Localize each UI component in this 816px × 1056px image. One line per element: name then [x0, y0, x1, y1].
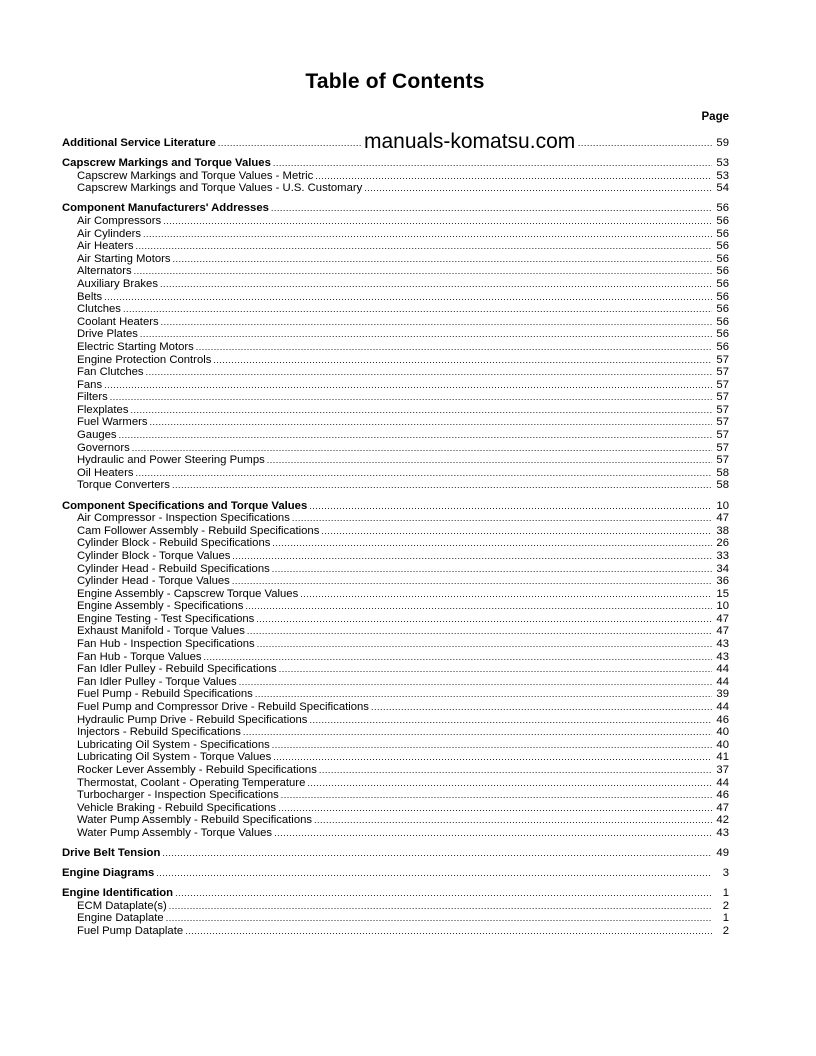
dot-leader	[321, 525, 712, 538]
toc-entry-page-number: 56	[716, 202, 729, 215]
dot-leader	[143, 228, 712, 241]
toc-entry-label: Cylinder Block - Torque Values	[77, 549, 231, 562]
toc-entry-page-number: 56	[716, 252, 729, 265]
dot-leader	[307, 777, 712, 790]
toc-entry[interactable]	[62, 563, 729, 576]
toc-entry[interactable]	[62, 625, 729, 638]
dot-leader	[119, 429, 712, 442]
toc-entry[interactable]	[62, 253, 729, 266]
dot-leader	[136, 467, 712, 480]
toc-entry-label: Engine Identification	[62, 887, 174, 900]
toc-entry-label: Drive Belt Tension	[62, 847, 161, 860]
toc-entry-label: Air Starting Motors	[77, 252, 171, 265]
dot-leader	[196, 341, 712, 354]
toc-entry-page-number: 56	[716, 340, 729, 353]
toc-entry-label: Fan Idler Pulley - Rebuild Specifications	[77, 663, 277, 676]
toc-entry[interactable]	[62, 638, 729, 651]
toc-entry-page-number: 40	[716, 738, 729, 751]
dot-leader	[272, 739, 712, 752]
toc-entry[interactable]	[62, 328, 729, 341]
toc-entry-page-number: 56	[716, 303, 729, 316]
dot-leader	[247, 625, 712, 638]
dot-leader	[175, 887, 712, 900]
toc-entry-page-number: 10	[716, 499, 729, 512]
toc-entry[interactable]	[62, 182, 729, 195]
toc-entry-label: ECM Dataplate(s)	[77, 899, 167, 912]
toc-entry-label: Clutches	[77, 303, 121, 316]
toc-entry[interactable]	[62, 467, 729, 480]
toc-entry-page-number: 43	[716, 826, 729, 839]
dot-leader	[232, 575, 712, 588]
toc-entry-page-number: 3	[722, 867, 729, 880]
table-of-contents	[62, 137, 729, 945]
toc-entry-page-number: 57	[716, 378, 729, 391]
dot-leader	[132, 442, 712, 455]
toc-entry[interactable]	[62, 379, 729, 392]
dot-leader	[271, 202, 712, 215]
dot-leader	[245, 600, 712, 613]
dot-leader	[172, 479, 712, 492]
dot-leader	[300, 588, 712, 601]
toc-entry-label: Fan Clutches	[77, 366, 144, 379]
dot-leader	[156, 867, 712, 880]
toc-entry-page-number: 56	[716, 290, 729, 303]
toc-entry-label: Fan Hub - Inspection Specifications	[77, 638, 255, 651]
toc-entry-page-number: 47	[716, 625, 729, 638]
watermark-text: manuals-komatsu.com	[364, 130, 576, 153]
toc-entry-page-number: 39	[716, 688, 729, 701]
toc-entry-page-number: 56	[716, 240, 729, 253]
toc-entry-page-number: 36	[716, 575, 729, 588]
toc-entry[interactable]	[62, 391, 729, 404]
toc-entry-label: Fan Hub - Torque Values	[77, 650, 202, 663]
toc-entry-page-number: 56	[716, 227, 729, 240]
dot-leader	[272, 563, 712, 576]
toc-entry-page-number: 2	[722, 925, 729, 938]
toc-entry-page-number: 57	[716, 366, 729, 379]
toc-section	[62, 887, 729, 937]
toc-entry-page-number: 57	[716, 416, 729, 429]
toc-entry-label: Injectors - Rebuild Specifications	[77, 726, 241, 739]
toc-entry[interactable]	[62, 416, 729, 429]
toc-entry-label: Engine Assembly - Capscrew Torque Values	[77, 587, 299, 600]
toc-entry-page-number: 57	[716, 454, 729, 467]
dot-leader	[278, 802, 712, 815]
toc-entry[interactable]	[62, 827, 729, 840]
dot-leader	[279, 663, 712, 676]
toc-section	[62, 202, 729, 492]
dot-leader	[160, 278, 712, 291]
toc-entry-label: Exhaust Manifold - Torque Values	[77, 625, 245, 638]
dot-leader	[239, 676, 712, 689]
toc-entry-label: Cylinder Head - Torque Values	[77, 575, 230, 588]
toc-entry[interactable]	[62, 751, 729, 764]
dot-leader	[274, 827, 712, 840]
toc-entry-page-number: 57	[716, 353, 729, 366]
toc-entry-page-number: 58	[716, 466, 729, 479]
toc-entry-page-number: 57	[716, 403, 729, 416]
dot-leader	[309, 714, 712, 727]
dot-leader	[104, 291, 712, 304]
toc-entry-label: Air Compressor - Inspection Specifications	[77, 512, 290, 525]
toc-entry[interactable]	[62, 575, 729, 588]
toc-entry-label: Cylinder Block - Rebuild Specifications	[77, 537, 271, 550]
toc-entry-label: Air Compressors	[77, 214, 162, 227]
dot-leader	[150, 416, 712, 429]
toc-entry[interactable]	[62, 512, 729, 525]
toc-entry[interactable]	[62, 676, 729, 689]
toc-entry-page-number: 53	[716, 169, 729, 182]
toc-entry-page-number: 33	[716, 549, 729, 562]
toc-entry[interactable]	[62, 550, 729, 563]
toc-entry-page-number: 57	[716, 441, 729, 454]
dot-leader	[255, 688, 712, 701]
toc-entry[interactable]	[62, 291, 729, 304]
dot-leader	[131, 404, 713, 417]
toc-entry-label: Governors	[77, 441, 130, 454]
toc-entry[interactable]	[62, 429, 729, 442]
toc-entry-page-number: 57	[716, 429, 729, 442]
toc-section-heading[interactable]	[62, 202, 729, 215]
toc-entry[interactable]	[62, 925, 729, 938]
toc-entry-page-number: 15	[716, 587, 729, 600]
toc-entry-page-number: 41	[716, 751, 729, 764]
toc-entry-label: Alternators	[77, 265, 132, 278]
dot-leader	[292, 512, 712, 525]
toc-entry-label: Water Pump Assembly - Rebuild Specifications	[77, 814, 313, 827]
toc-entry[interactable]	[62, 600, 729, 613]
dot-leader	[272, 537, 712, 550]
toc-entry-label: Drive Plates	[77, 328, 138, 341]
toc-entry-page-number: 10	[716, 600, 729, 613]
toc-entry-page-number: 43	[716, 650, 729, 663]
toc-entry-page-number: 56	[716, 214, 729, 227]
toc-entry-page-number: 46	[716, 713, 729, 726]
toc-entry-label: Component Manufacturers' Addresses	[62, 202, 269, 215]
toc-entry-label: Engine Assembly - Specifications	[77, 600, 244, 613]
toc-entry-label: Fuel Pump Dataplate	[77, 925, 184, 938]
toc-entry-page-number: 59	[716, 137, 729, 149]
toc-entry-page-number: 46	[716, 789, 729, 802]
toc-entry[interactable]	[62, 240, 729, 253]
dot-leader	[232, 550, 712, 563]
toc-entry[interactable]	[62, 663, 729, 676]
dot-leader	[123, 303, 712, 316]
toc-entry-page-number: 44	[716, 663, 729, 676]
toc-entry-label: Component Specifications and Torque Values	[62, 499, 308, 512]
toc-entry[interactable]	[62, 588, 729, 601]
toc-entry[interactable]	[62, 688, 729, 701]
toc-entry[interactable]	[62, 228, 729, 241]
toc-entry-label: Fuel Pump and Compressor Drive - Rebuild Specifications	[77, 701, 369, 714]
toc-entry[interactable]	[62, 912, 729, 925]
toc-entry-page-number: 38	[716, 524, 729, 537]
dot-leader	[273, 157, 712, 170]
dot-leader	[166, 912, 712, 925]
dot-leader	[213, 354, 712, 367]
toc-section	[62, 157, 729, 195]
dot-leader	[185, 925, 712, 938]
toc-section-heading[interactable]	[62, 867, 729, 880]
toc-entry-page-number: 47	[716, 612, 729, 625]
toc-entry[interactable]	[62, 316, 729, 329]
dot-leader	[257, 638, 712, 651]
toc-entry-page-number: 44	[716, 675, 729, 688]
toc-entry[interactable]	[62, 404, 729, 417]
toc-entry[interactable]	[62, 900, 729, 913]
toc-entry-label: Engine Testing - Test Specifications	[77, 612, 255, 625]
toc-entry[interactable]	[62, 789, 729, 802]
toc-entry-page-number: 34	[716, 562, 729, 575]
toc-entry[interactable]	[62, 525, 729, 538]
toc-entry-label: Hydraulic and Power Steering Pumps	[77, 454, 265, 467]
toc-entry-page-number: 47	[716, 801, 729, 814]
dot-leader	[161, 316, 712, 329]
toc-entry-label: Fans	[77, 378, 103, 391]
page-column-heading: Page	[701, 111, 729, 123]
toc-entry[interactable]	[62, 278, 729, 291]
toc-entry-page-number: 53	[716, 157, 729, 170]
toc-entry-label: Filters	[77, 391, 108, 404]
dot-leader	[169, 900, 712, 913]
toc-entry-label: Oil Heaters	[77, 466, 134, 479]
toc-entry-label: Flexplates	[77, 403, 129, 416]
toc-entry[interactable]	[62, 265, 729, 278]
toc-entry-label: Rocker Lever Assembly - Rebuild Specifications	[77, 764, 317, 776]
toc-entry-label: Torque Converters	[77, 479, 170, 492]
toc-entry[interactable]	[62, 651, 729, 664]
dot-leader	[364, 182, 712, 195]
toc-entry-page-number: 49	[716, 847, 729, 860]
toc-entry-label: Thermostat, Coolant - Operating Temperature	[77, 776, 306, 789]
toc-entry-label: Additional Service Literature	[62, 137, 216, 149]
dot-leader	[281, 789, 712, 802]
toc-entry-page-number: 37	[716, 764, 729, 776]
toc-entry-page-number: 1	[722, 912, 729, 925]
toc-entry[interactable]	[62, 215, 729, 228]
toc-entry-label: Air Cylinders	[77, 227, 142, 240]
toc-entry-page-number: 44	[716, 701, 729, 714]
toc-entry-label: Hydraulic Pump Drive - Rebuild Specifications	[77, 713, 308, 726]
dot-leader	[315, 170, 712, 183]
toc-entry-page-number: 43	[716, 638, 729, 651]
toc-entry[interactable]	[62, 739, 729, 752]
toc-entry-page-number: 56	[716, 315, 729, 328]
toc-entry[interactable]	[62, 777, 729, 790]
toc-entry[interactable]	[62, 764, 729, 777]
toc-entry[interactable]	[62, 802, 729, 815]
dot-leader	[243, 726, 712, 739]
dot-leader	[136, 240, 712, 253]
toc-entry-page-number: 56	[716, 277, 729, 290]
toc-entry-label: Lubricating Oil System - Torque Values	[77, 751, 272, 764]
toc-entry[interactable]	[62, 726, 729, 739]
toc-entry[interactable]	[62, 613, 729, 626]
toc-section	[62, 867, 729, 880]
toc-entry[interactable]	[62, 442, 729, 455]
toc-section-heading[interactable]	[62, 887, 729, 900]
dot-leader	[110, 391, 712, 404]
dot-leader	[256, 613, 712, 626]
dot-leader	[162, 847, 712, 860]
toc-entry-label: Auxiliary Brakes	[77, 277, 158, 290]
toc-entry[interactable]	[62, 354, 729, 367]
toc-entry-page-number: 2	[722, 899, 729, 912]
toc-entry-page-number: 54	[716, 182, 729, 195]
toc-entry[interactable]	[62, 366, 729, 379]
toc-section	[62, 847, 729, 860]
dot-leader	[371, 701, 712, 714]
dot-leader	[204, 651, 712, 664]
toc-entry-page-number: 40	[716, 726, 729, 739]
toc-entry[interactable]	[62, 303, 729, 316]
toc-entry-page-number: 57	[716, 391, 729, 404]
toc-entry-label: Turbocharger - Inspection Specifications	[77, 789, 279, 802]
toc-entry-label: Belts	[77, 290, 103, 303]
dot-leader	[140, 328, 712, 341]
toc-entry-label: Fuel Warmers	[77, 416, 148, 429]
dot-leader	[134, 265, 712, 278]
toc-entry-label: Cylinder Head - Rebuild Specifications	[77, 562, 270, 575]
toc-section-heading[interactable]	[62, 157, 729, 170]
toc-entry[interactable]	[62, 714, 729, 727]
toc-entry[interactable]	[62, 341, 729, 354]
toc-entry[interactable]	[62, 170, 729, 183]
toc-entry-label: Fan Idler Pulley - Torque Values	[77, 675, 237, 688]
toc-entry-label: Vehicle Braking - Rebuild Specifications	[77, 801, 277, 814]
toc-entry-page-number: 44	[716, 776, 729, 789]
dot-leader	[273, 751, 712, 764]
toc-entry-label: Capscrew Markings and Torque Values	[62, 157, 271, 170]
toc-entry-label: Coolant Heaters	[77, 315, 159, 328]
toc-entry[interactable]	[62, 454, 729, 467]
toc-entry-label: Engine Protection Controls	[77, 353, 212, 366]
toc-entry-label: Gauges	[77, 429, 117, 442]
toc-entry-label: Cam Follower Assembly - Rebuild Specifications	[77, 524, 320, 537]
toc-entry-label: Air Heaters	[77, 240, 134, 253]
dot-leader	[309, 500, 712, 513]
toc-entry-label: Lubricating Oil System - Specifications	[77, 738, 270, 751]
toc-entry-label: Capscrew Markings and Torque Values - Metric	[77, 169, 314, 182]
toc-entry-label: Engine Dataplate	[77, 912, 164, 925]
dot-leader	[173, 253, 712, 266]
toc-entry-page-number: 47	[716, 512, 729, 525]
toc-entry[interactable]	[62, 701, 729, 714]
dot-leader	[146, 366, 712, 379]
toc-entry[interactable]	[62, 479, 729, 492]
dot-leader	[104, 379, 712, 392]
toc-entry-page-number: 56	[716, 328, 729, 341]
toc-entry-label: Water Pump Assembly - Torque Values	[77, 826, 273, 839]
dot-leader	[314, 814, 712, 827]
toc-section-heading[interactable]	[62, 847, 729, 860]
dot-leader	[319, 764, 712, 777]
toc-entry[interactable]	[62, 537, 729, 550]
toc-entry-page-number: 26	[716, 537, 729, 550]
toc-entry-page-number: 1	[722, 887, 729, 900]
toc-entry-page-number: 58	[716, 479, 729, 492]
dot-leader	[163, 215, 712, 228]
toc-entry-label: Capscrew Markings and Torque Values - U.S. Customary	[77, 182, 363, 195]
toc-entry-label: Fuel Pump - Rebuild Specifications	[77, 688, 253, 701]
toc-section-heading[interactable]	[62, 500, 729, 513]
toc-entry-label: Electric Starting Motors	[77, 340, 194, 353]
dot-leader	[267, 454, 712, 467]
toc-entry-label: Engine Diagrams	[62, 867, 155, 880]
page-title: Table of Contents	[305, 70, 485, 93]
toc-section	[62, 500, 729, 840]
toc-entry-page-number: 42	[716, 814, 729, 827]
toc-entry[interactable]	[62, 814, 729, 827]
toc-entry-page-number: 56	[716, 265, 729, 278]
